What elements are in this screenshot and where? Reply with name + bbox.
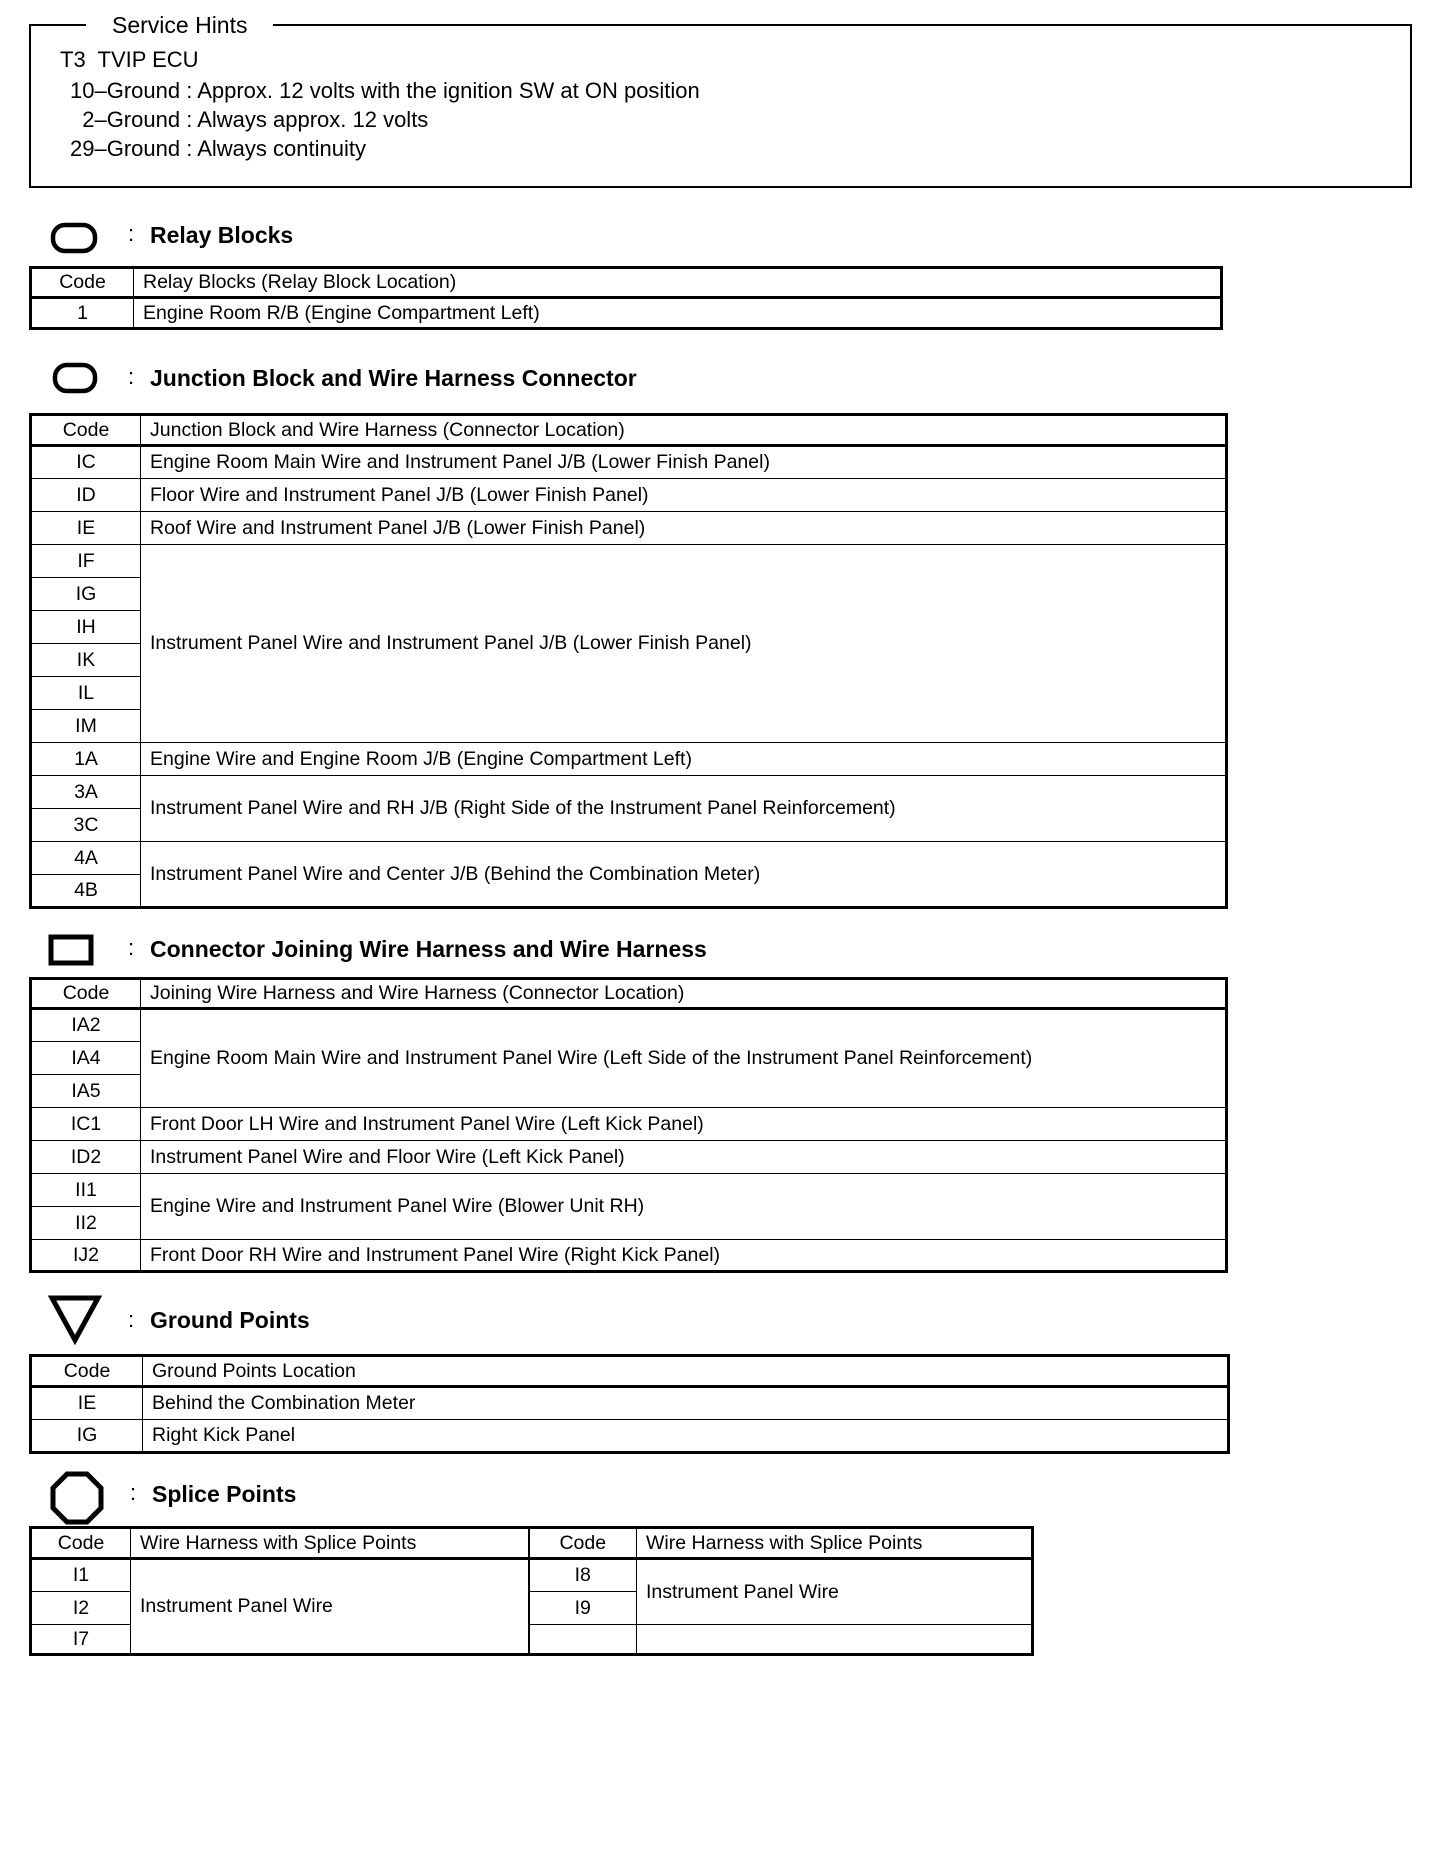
desc-header: Wire Harness with Splice Points — [131, 1528, 529, 1559]
connectors-table — [29, 977, 1228, 1273]
hint-line: 2–Ground : Always approx. 12 volts — [70, 107, 429, 132]
connectors-heading: Connector Joining Wire Harness and Wire Harness — [150, 936, 707, 962]
desc-cell: Engine Wire and Engine Room J/B (Engine Compartment Left) — [141, 743, 1227, 776]
junction-blocks-heading: Junction Block and Wire Harness Connector — [150, 365, 637, 391]
desc-cell: Behind the Combination Meter — [143, 1387, 1229, 1420]
code-cell: I7 — [31, 1625, 131, 1655]
table-row — [31, 1009, 1227, 1042]
table-row — [31, 512, 1227, 545]
code-cell-empty — [529, 1625, 637, 1655]
code-cell: I2 — [31, 1592, 131, 1625]
code-cell: II1 — [31, 1174, 141, 1207]
table-row — [31, 1559, 1033, 1592]
code-header: Code — [31, 979, 141, 1009]
desc-cell: Engine Room R/B (Engine Compartment Left) — [134, 298, 1222, 329]
desc-cell: Instrument Panel Wire — [637, 1559, 1033, 1625]
code-cell: ID — [31, 479, 141, 512]
code-cell: IE — [31, 1387, 143, 1420]
splice-points-table — [29, 1526, 1034, 1656]
code-cell: I9 — [529, 1592, 637, 1625]
junction-block-icon — [52, 362, 98, 394]
code-cell: IF — [31, 545, 141, 578]
table-row — [31, 545, 1227, 578]
splice-points-colon: : — [130, 1480, 137, 1505]
code-cell: IG — [31, 1420, 143, 1453]
code-cell: IM — [31, 710, 141, 743]
table-row — [31, 1174, 1227, 1207]
code-cell: IC — [31, 446, 141, 479]
code-cell: 1A — [31, 743, 141, 776]
code-cell: IH — [31, 611, 141, 644]
connector-icon — [48, 934, 94, 966]
code-header: Code — [31, 268, 134, 298]
desc-header: Ground Points Location — [143, 1356, 1229, 1387]
code-cell: IK — [31, 644, 141, 677]
code-cell: 3C — [31, 809, 141, 842]
ground-points-heading: Ground Points — [150, 1307, 310, 1333]
code-cell: I1 — [31, 1559, 131, 1592]
service-hints-title: Service Hints — [86, 10, 273, 40]
table-header-row — [31, 979, 1227, 1009]
code-cell: IA4 — [31, 1042, 141, 1075]
code-cell: 1 — [31, 298, 134, 329]
table-row — [31, 298, 1222, 329]
table-header-row — [31, 1528, 1033, 1559]
desc-cell: Front Door LH Wire and Instrument Panel Wire (Left Kick Panel) — [141, 1108, 1227, 1141]
desc-cell-empty — [637, 1625, 1033, 1655]
desc-header: Wire Harness with Splice Points — [637, 1528, 1033, 1559]
desc-cell: Floor Wire and Instrument Panel J/B (Lower Finish Panel) — [141, 479, 1227, 512]
table-header-row — [31, 268, 1222, 298]
table-row — [31, 776, 1227, 809]
ground-points-table — [29, 1354, 1230, 1454]
splice-points-heading: Splice Points — [152, 1481, 297, 1507]
table-header-row — [31, 415, 1227, 446]
desc-header: Joining Wire Harness and Wire Harness (Connector Location) — [141, 979, 1227, 1009]
code-cell: 4A — [31, 842, 141, 875]
desc-cell: Instrument Panel Wire and Floor Wire (Left Kick Panel) — [141, 1141, 1227, 1174]
relay-blocks-heading: Relay Blocks — [150, 222, 294, 248]
splice-point-icon — [49, 1470, 105, 1526]
table-row — [31, 479, 1227, 512]
table-row — [31, 1141, 1227, 1174]
desc-cell: Right Kick Panel — [143, 1420, 1229, 1453]
relay-blocks-colon: : — [128, 221, 135, 246]
table-row — [31, 1420, 1229, 1453]
desc-cell: Engine Room Main Wire and Instrument Panel Wire (Left Side of the Instrument Panel Reinforcement) — [141, 1009, 1227, 1108]
desc-cell: Instrument Panel Wire — [131, 1559, 529, 1655]
table-header-row — [31, 1356, 1229, 1387]
code-cell: IE — [31, 512, 141, 545]
code-header: Code — [529, 1528, 637, 1559]
code-cell: IL — [31, 677, 141, 710]
code-header: Code — [31, 1356, 143, 1387]
code-cell: ID2 — [31, 1141, 141, 1174]
ground-points-colon: : — [128, 1307, 135, 1332]
table-row — [31, 1387, 1229, 1420]
desc-cell: Front Door RH Wire and Instrument Panel Wire (Right Kick Panel) — [141, 1240, 1227, 1272]
desc-cell: Roof Wire and Instrument Panel J/B (Lower Finish Panel) — [141, 512, 1227, 545]
code-cell: IC1 — [31, 1108, 141, 1141]
junction-blocks-table — [29, 413, 1228, 909]
code-cell: I8 — [529, 1559, 637, 1592]
desc-cell: Engine Room Main Wire and Instrument Panel J/B (Lower Finish Panel) — [141, 446, 1227, 479]
relay-blocks-table — [29, 266, 1223, 330]
desc-header: Junction Block and Wire Harness (Connector Location) — [141, 415, 1227, 446]
connectors-colon: : — [128, 935, 135, 960]
code-header: Code — [31, 1528, 131, 1559]
code-cell: IA2 — [31, 1009, 141, 1042]
relay-block-icon — [50, 222, 98, 254]
desc-cell: Instrument Panel Wire and Instrument Panel J/B (Lower Finish Panel) — [141, 545, 1227, 743]
desc-cell: Instrument Panel Wire and RH J/B (Right Side of the Instrument Panel Reinforcement) — [141, 776, 1227, 842]
code-header: Code — [31, 415, 141, 446]
hint-line: 29–Ground : Always continuity — [70, 136, 366, 161]
ecu-title: T3 TVIP ECU — [60, 47, 199, 72]
table-row — [31, 1108, 1227, 1141]
junction-blocks-colon: : — [128, 364, 135, 389]
table-row — [31, 842, 1227, 875]
table-row — [31, 743, 1227, 776]
code-cell: II2 — [31, 1207, 141, 1240]
hint-line: 10–Ground : Approx. 12 volts with the ignition SW at ON position — [70, 78, 700, 103]
code-cell: IG — [31, 578, 141, 611]
table-row — [31, 1240, 1227, 1272]
code-cell: IA5 — [31, 1075, 141, 1108]
desc-cell: Engine Wire and Instrument Panel Wire (Blower Unit RH) — [141, 1174, 1227, 1240]
code-cell: 3A — [31, 776, 141, 809]
table-row — [31, 446, 1227, 479]
desc-cell: Instrument Panel Wire and Center J/B (Behind the Combination Meter) — [141, 842, 1227, 908]
code-cell: IJ2 — [31, 1240, 141, 1272]
ground-point-icon — [48, 1294, 102, 1346]
code-cell: 4B — [31, 875, 141, 908]
desc-header: Relay Blocks (Relay Block Location) — [134, 268, 1222, 298]
